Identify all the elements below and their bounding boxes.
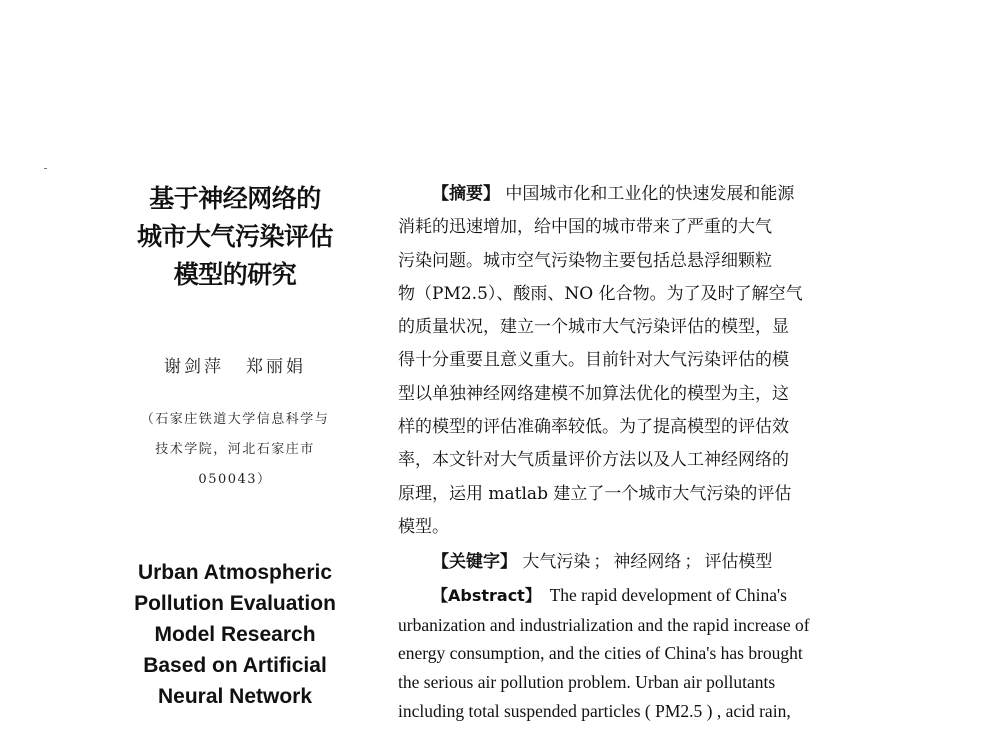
abstract-label: 【摘要】: [432, 184, 500, 204]
abstract-en-line: including total suspended particles ( PM2.5 ) , acid rain,: [398, 700, 791, 721]
abstract-first-line: [398, 178, 870, 211]
keywords: [398, 546, 870, 579]
chinese-title-line: 城市大气污染评估: [136, 222, 333, 251]
affiliation-line: （石家庄铁道大学信息科学与: [140, 412, 330, 427]
abstract-en-first-line: [398, 581, 870, 611]
abstract-en-text: The rapid development of China's: [549, 585, 787, 606]
english-title-line: Urban Atmospheric: [137, 561, 333, 584]
chinese-title-line: 基于神经网络的: [149, 184, 321, 213]
english-abstract: [398, 581, 870, 729]
author-name: 郑丽娟: [246, 357, 306, 377]
abstract-line: 模型。: [398, 516, 449, 537]
left-column: [100, 180, 370, 712]
chinese-title-line: 模型的研究: [173, 260, 297, 289]
author-name: 谢剑萍: [164, 357, 224, 377]
english-title-line: Neural Network: [157, 685, 313, 708]
abstract-line: 样的模型的评估准确率较低。为了提高模型的评估效: [398, 417, 789, 438]
stray-mark: [44, 168, 47, 169]
abstract-en-line: the serious air pollution problem. Urban air pollutants: [398, 672, 776, 693]
abstract-line: 污染问题。城市空气污染物主要包括总悬浮细颗粒: [398, 250, 772, 271]
affiliation: [100, 405, 370, 495]
keyword-separator: ；: [684, 552, 702, 573]
english-title-line: Pollution Evaluation: [134, 592, 336, 615]
abstract-line: 原理，运用 matlab 建立了一个城市大气污染的评估: [398, 483, 792, 504]
abstract-en-cutoff-line: [398, 725, 870, 729]
affiliation-line: 050043）: [198, 472, 272, 487]
abstract-en-line: energy consumption, and the cities of China's has brought: [398, 643, 803, 664]
chinese-title: [100, 180, 370, 294]
abstract-line: 得十分重要且意义重大。目前针对大气污染评估的模: [398, 350, 789, 371]
chinese-abstract: [398, 178, 870, 544]
english-title-line: Model Research: [154, 623, 316, 646]
abstract-line: 型以单独神经网络建模不加算法优化的模型为主，这: [398, 383, 789, 404]
right-column: [398, 178, 870, 729]
keyword: 大气污染: [522, 552, 591, 573]
abstract-line: 的质量状况，建立一个城市大气污染评估的模型，显: [398, 317, 789, 338]
abstract-en-label: 【Abstract】: [432, 586, 541, 606]
keywords-label: 【关键字】: [432, 552, 517, 573]
affiliation-line: 技术学院，河北石家庄市: [155, 442, 315, 457]
authors: [100, 352, 370, 377]
english-title-line: Based on Artificial: [143, 654, 327, 677]
abstract-line: 率，本文针对大气质量评价方法以及人工神经网络的: [398, 450, 789, 471]
keyword-separator: ；: [593, 552, 611, 573]
abstract-en-line: urbanization and industrialization and the rapid increase of: [398, 614, 810, 635]
keyword: 神经网络: [613, 552, 682, 573]
english-title: [100, 557, 370, 712]
abstract-line: 物（PM2.5）、酸雨、NO 化合物。为了及时了解空气: [398, 283, 803, 304]
keyword: 评估模型: [704, 552, 773, 573]
abstract-text: 中国城市化和工业化的快速发展和能源: [505, 184, 795, 204]
abstract-line: 消耗的迅速增加，给中国的城市带来了严重的大气: [398, 217, 772, 238]
